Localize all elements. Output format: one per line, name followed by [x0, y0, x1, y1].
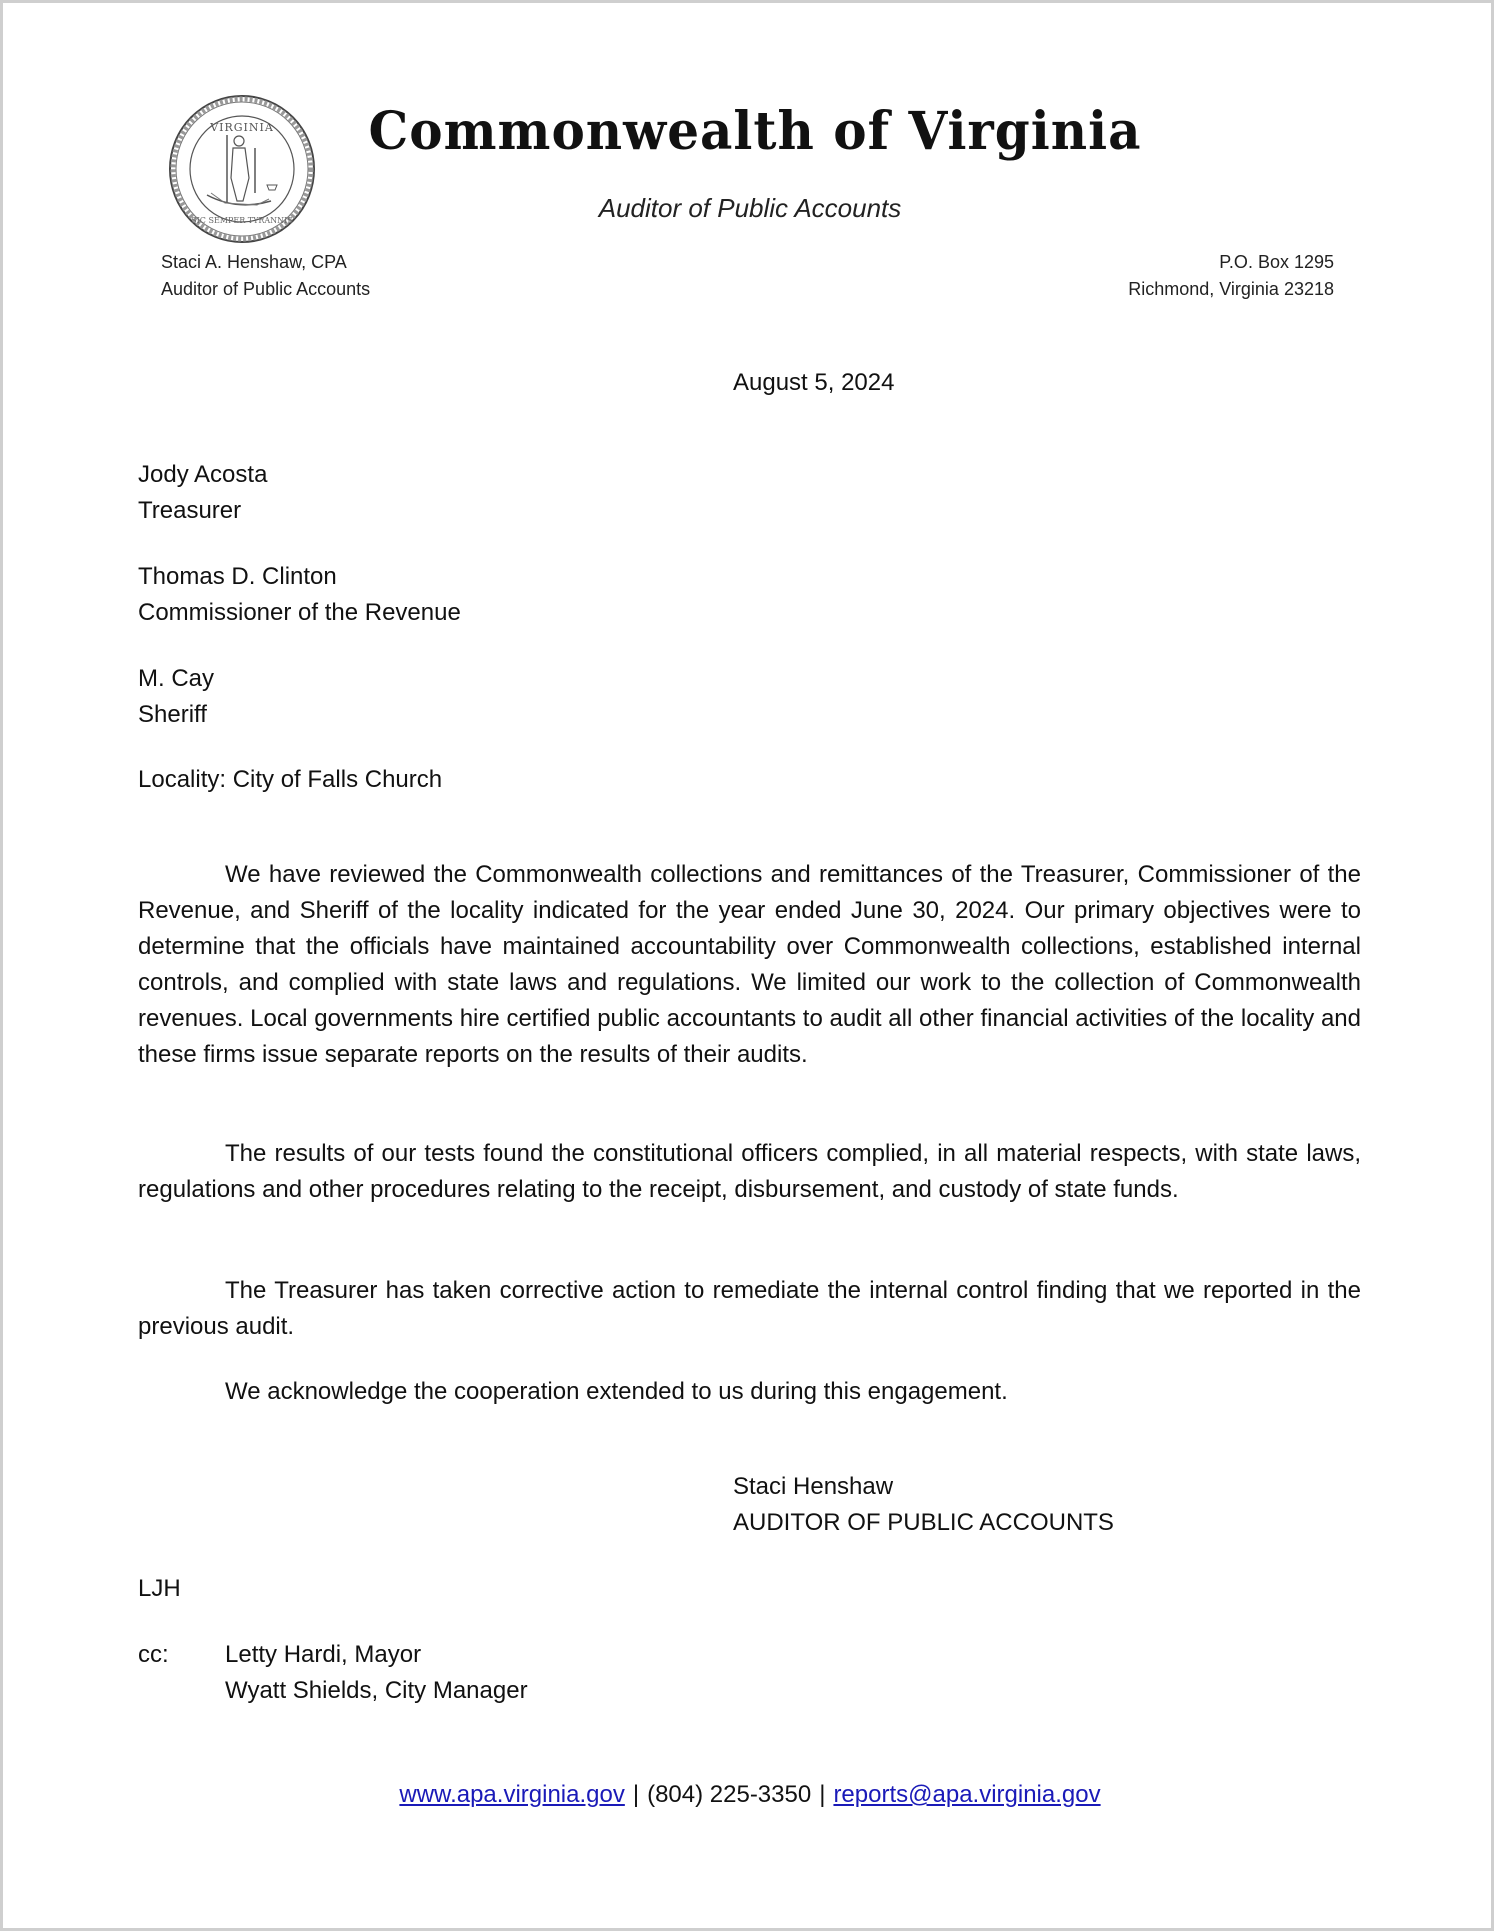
recipient-title: Sheriff: [138, 701, 207, 728]
auditor-title: Auditor of Public Accounts: [161, 279, 371, 299]
signer-name: Staci Henshaw: [733, 1473, 894, 1500]
typist-initials: LJH: [138, 1575, 181, 1602]
auditor-info: [161, 249, 370, 303]
phone-number: (804) 225-3350: [647, 1781, 812, 1808]
cc-label: cc:: [138, 1641, 169, 1668]
recipient-sheriff: [138, 661, 214, 733]
paragraph-text: We have reviewed the Commonwealth collections and remittances of the Treasurer, Commissioner of the Revenue, and Sheriff of the locality indicated for the year ended June 30, 2024. Our primary objectives were to determine that the officials have maintained accountability over Commonwealth collections, established internal controls, and complied with state laws and regulations. We limited our work to the collection of Commonwealth revenues. Local governments hire certified public accountants to audit all other financial activities of the locality and these firms issue separate reports on the results of their audits.: [138, 861, 1361, 1068]
auditor-name: Staci A. Henshaw, CPA: [161, 252, 347, 272]
svg-text:SIC SEMPER TYRANNIS: SIC SEMPER TYRANNIS: [191, 216, 293, 225]
body-paragraph-3: [138, 1273, 1361, 1345]
mailing-address: [1128, 249, 1334, 303]
cc-recipient: Letty Hardi, Mayor: [225, 1641, 422, 1668]
recipient-treasurer: [138, 457, 267, 529]
svg-text:VIRGINIA: VIRGINIA: [210, 121, 274, 134]
paragraph-text: The results of our tests found the constitutional officers complied, in all material respects, with state laws, regulations and other procedures relating to the receipt, disbursement, and custody of state funds.: [138, 1140, 1361, 1203]
body-paragraph-1: [138, 857, 1361, 1073]
cc-recipient: Wyatt Shields, City Manager: [225, 1677, 528, 1704]
signature-block: [733, 1469, 1114, 1541]
body-paragraph-2: [138, 1136, 1361, 1208]
letter-date: August 5, 2024: [733, 369, 895, 396]
letterhead-title: Commonwealth of Virginia: [368, 99, 1142, 162]
recipient-name: M. Cay: [138, 665, 215, 692]
recipient-title: Treasurer: [138, 497, 242, 524]
recipient-name: Jody Acosta: [138, 461, 268, 488]
cc-recipients: [225, 1637, 528, 1709]
po-box: P.O. Box 1295: [1219, 252, 1334, 272]
recipient-name: Thomas D. Clinton: [138, 563, 337, 590]
signer-title: AUDITOR OF PUBLIC ACCOUNTS: [733, 1509, 1114, 1536]
email-link[interactable]: reports@apa.virginia.gov: [833, 1781, 1101, 1808]
paragraph-text: The Treasurer has taken corrective action to remediate the internal control finding that we reported in the previous audit.: [138, 1277, 1361, 1340]
body-paragraph-4: [138, 1374, 1361, 1410]
footer-contact: [3, 1781, 1494, 1809]
city-state-zip: Richmond, Virginia 23218: [1128, 279, 1334, 299]
website-link[interactable]: www.apa.virginia.gov: [399, 1781, 625, 1808]
recipient-title: Commissioner of the Revenue: [138, 599, 461, 626]
footer-separator: |: [632, 1781, 640, 1808]
recipient-commissioner: [138, 559, 461, 631]
locality-line: Locality: City of Falls Church: [138, 766, 443, 793]
paragraph-text: We acknowledge the cooperation extended to us during this engagement.: [225, 1378, 1008, 1405]
footer-separator: |: [819, 1781, 826, 1808]
letterhead-subtitle: Auditor of Public Accounts: [598, 193, 902, 223]
